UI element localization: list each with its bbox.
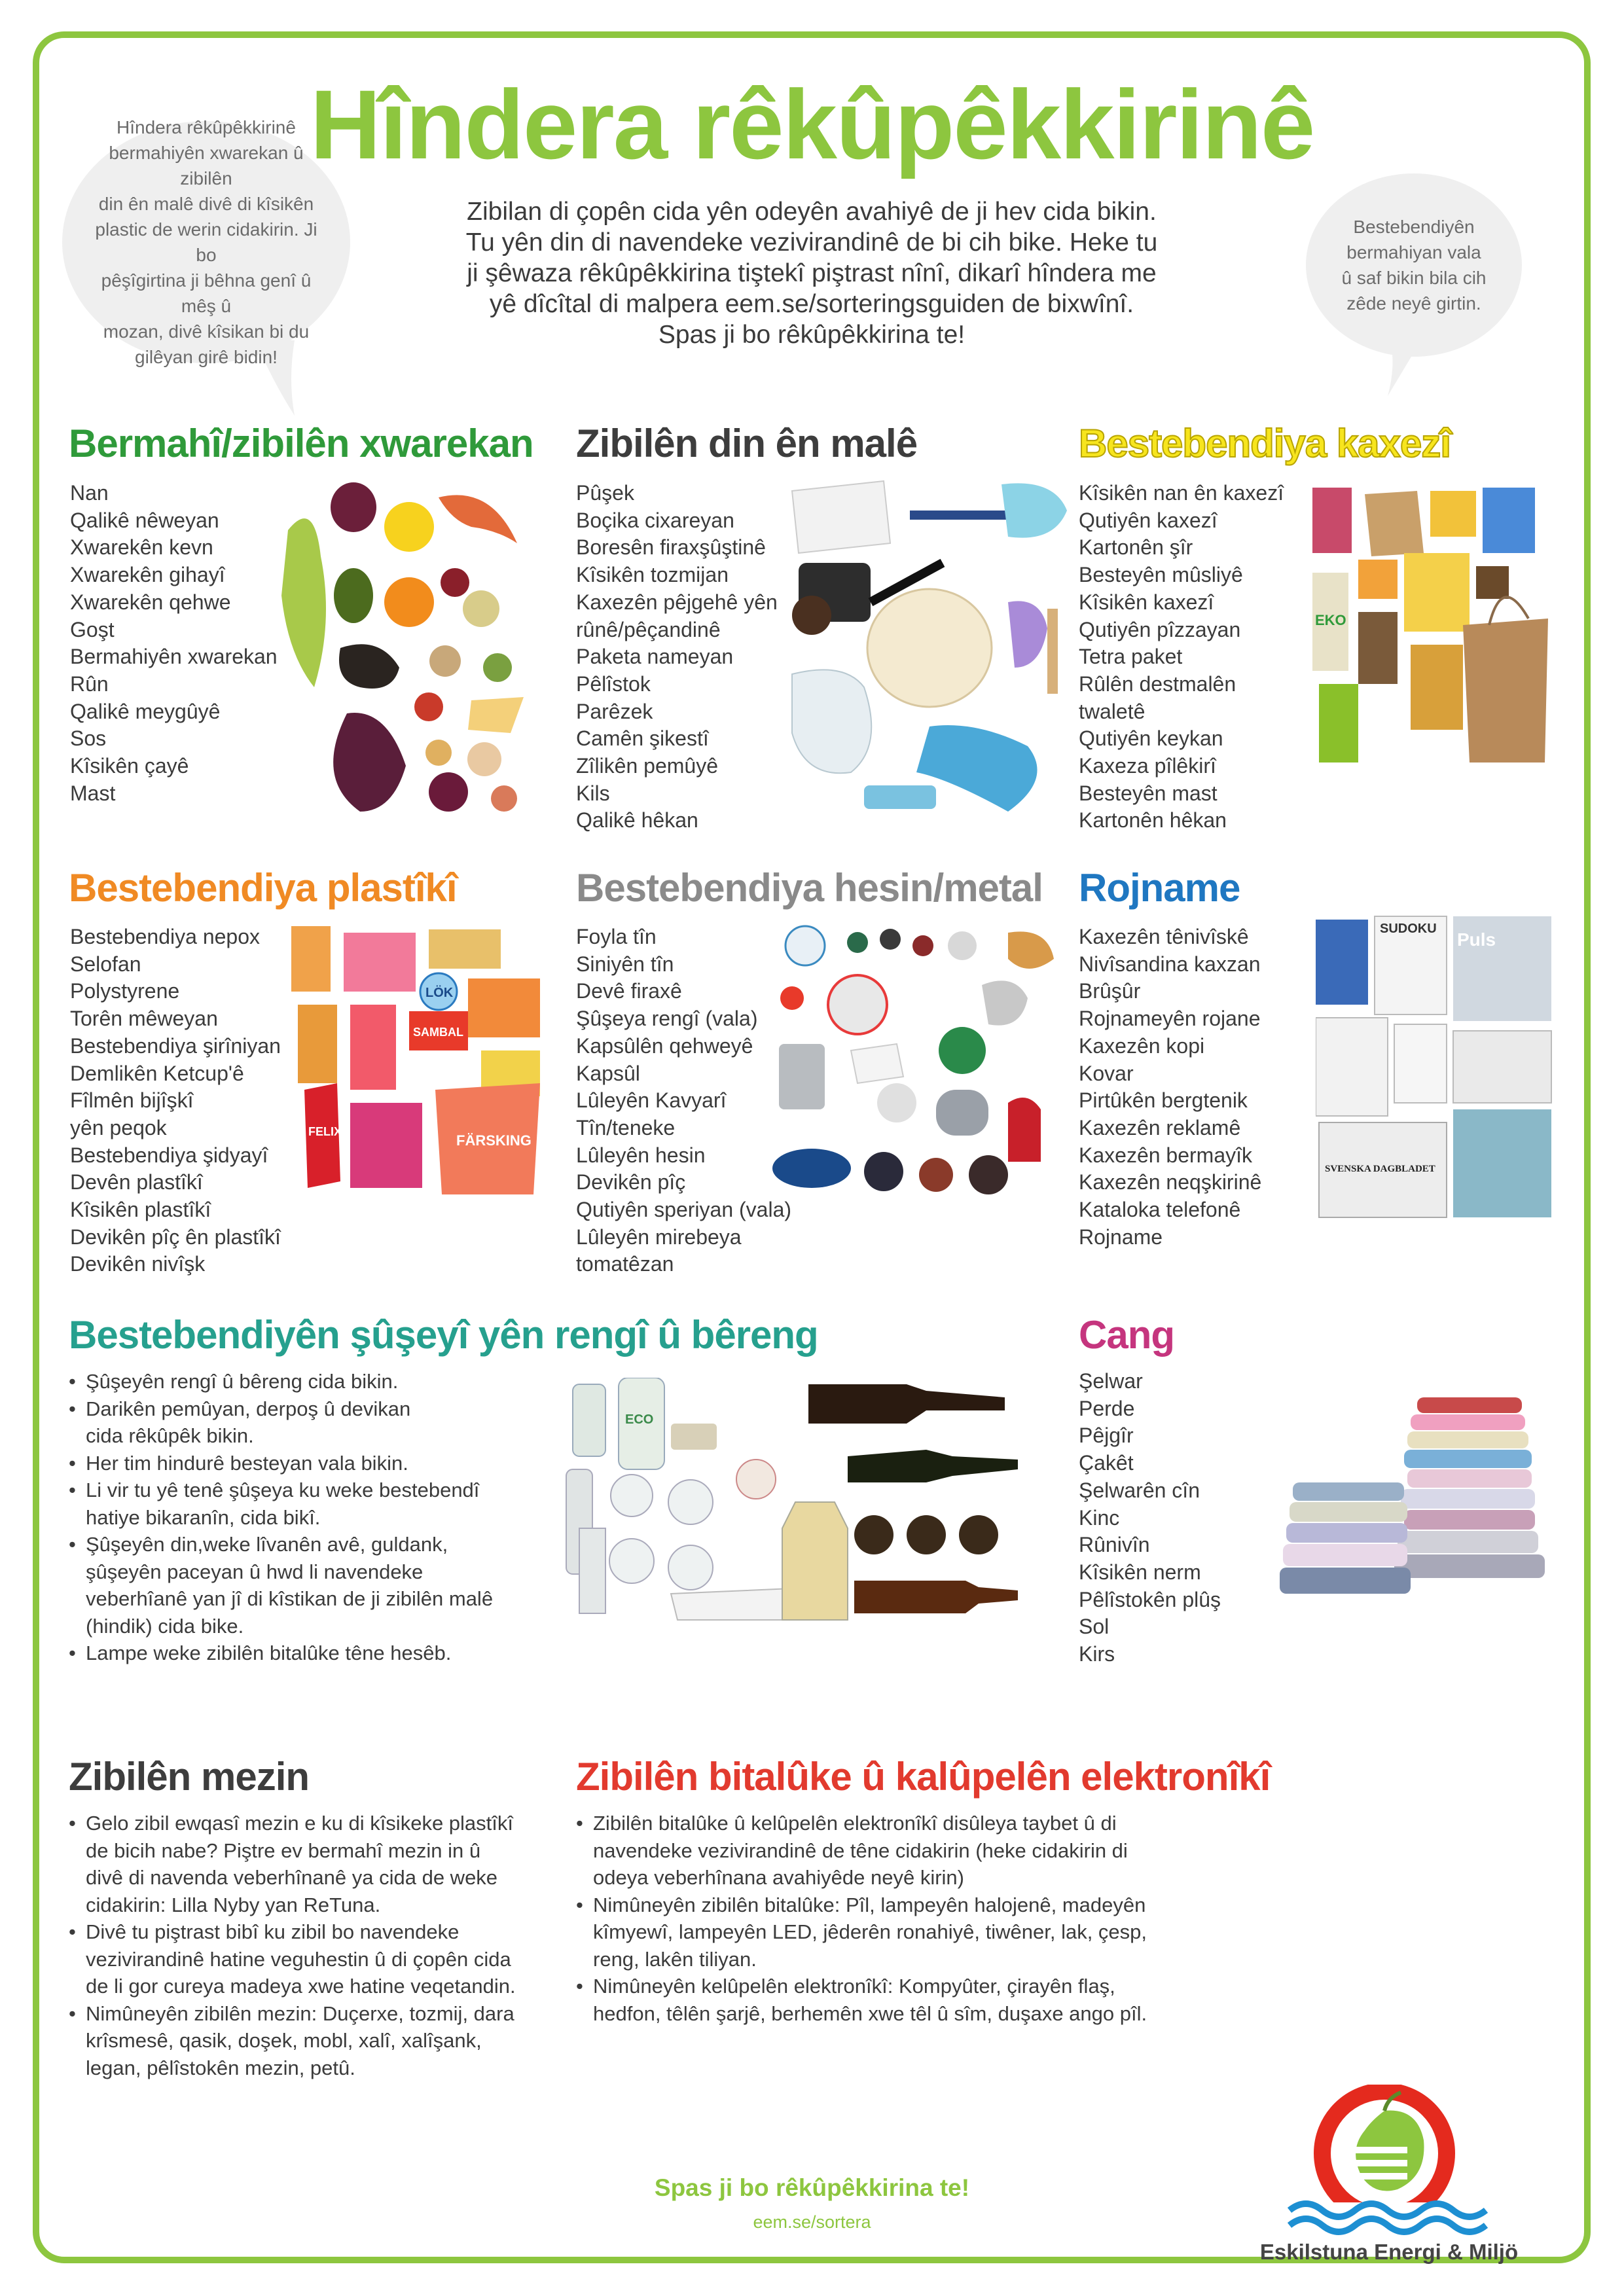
list-item: Rojname bbox=[1079, 1225, 1163, 1249]
list-item: Xwarekên gihayî bbox=[70, 563, 225, 587]
list-item: Kovar bbox=[1079, 1061, 1134, 1085]
list-item: Kîsikên kaxezî bbox=[1079, 590, 1214, 614]
list-item: Fîlmên bijîşkî bbox=[70, 1088, 194, 1113]
list-item: rûnê/pêçandinê bbox=[576, 617, 721, 641]
list-item: Bestebendiya nepox bbox=[70, 925, 260, 948]
list-item: Kataloka telefonê bbox=[1079, 1198, 1241, 1222]
list-item: Rojnameyên rojane bbox=[1079, 1007, 1261, 1031]
list-item: Kîsikên nan ên kaxezî bbox=[1079, 481, 1284, 505]
list-item: Kîsikên nerm bbox=[1079, 1560, 1201, 1584]
list-item: Tetra paket bbox=[1079, 645, 1183, 669]
plastic-ketchup-label: FELIX bbox=[308, 1125, 342, 1138]
list-item: Qutiyên pîzzayan bbox=[1079, 617, 1241, 641]
list-item: Qalikê hêkan bbox=[576, 808, 698, 833]
list-item: Qutiyên keykan bbox=[1079, 726, 1223, 751]
food-waste-title: Bermahî/zibilên xwarekan bbox=[69, 422, 533, 465]
sudoku-label: SUDOKU bbox=[1380, 922, 1437, 936]
list-item: Besteyên mast bbox=[1079, 781, 1218, 805]
paper-packaging-title: Bestebendiya kaxezî bbox=[1079, 422, 1451, 465]
list-item: Pirtûkên bergtenik bbox=[1079, 1088, 1248, 1113]
list-item: Kapsûl bbox=[576, 1061, 640, 1085]
footer-url[interactable]: eem.se/sortera bbox=[753, 2212, 871, 2232]
bullet-item: • Gelo zibil ewqasî mezin e ku di kîsikeke plastîkî de bicih nabe? Piştre ev bermahî mezin in û divê di navenda veberhînanê ya cida de weke cidakirin: Lilla Nyby yan ReTuna. bbox=[69, 1810, 566, 1918]
residual-waste-list bbox=[576, 480, 778, 834]
list-item: Torên mêweyan bbox=[70, 1007, 218, 1031]
company-name: Eskilstuna Energi & Miljö bbox=[1259, 2240, 1519, 2264]
list-item: Foyla tîn bbox=[576, 925, 657, 948]
list-item: Kartonên şîr bbox=[1079, 535, 1193, 560]
list-item: Pêjgîr bbox=[1079, 1424, 1134, 1448]
list-item: Goşt bbox=[70, 617, 115, 641]
list-item: Zîlikên pemûyê bbox=[576, 754, 718, 778]
list-item: Perde bbox=[1079, 1396, 1135, 1420]
plastic-packaging-photo bbox=[285, 920, 553, 1201]
newspapers-list bbox=[1079, 924, 1261, 1251]
list-item: Kaxezên pêjgehê yên bbox=[576, 590, 778, 614]
list-item: Pûşek bbox=[576, 481, 634, 505]
list-item: Şelwarên cîn bbox=[1079, 1478, 1200, 1502]
list-item: yên peqok bbox=[70, 1115, 167, 1139]
list-item: Bestebendiya şidyayî bbox=[70, 1143, 268, 1167]
glass-packaging-bullets bbox=[69, 1368, 566, 1667]
residual-waste-photo bbox=[779, 471, 1080, 844]
list-item: Rûnivîn bbox=[1079, 1533, 1150, 1557]
food-waste-photo bbox=[275, 471, 537, 825]
list-item: Lûleyên hesin bbox=[576, 1143, 706, 1167]
clothes-pile-photo bbox=[1280, 1384, 1555, 1607]
plastic-packaging-list bbox=[70, 924, 281, 1278]
list-item: Sos bbox=[70, 726, 107, 751]
plastic-sauce-label: SAMBAL bbox=[413, 1026, 463, 1039]
list-item: Boçika cixareyan bbox=[576, 508, 734, 532]
metal-packaging-photo bbox=[766, 920, 1067, 1208]
list-item: Devikên pîç ên plastîkî bbox=[70, 1225, 281, 1249]
list-item: Pêlîstok bbox=[576, 672, 651, 696]
bullet-item: • Şûşeyên din,weke lîvanên avê, guldank, şûşeyên paceyan û hwd li navendeke veberhîanê yan jî di kîstikan de ji zibilên malê (hindik) cida bike. bbox=[69, 1531, 566, 1640]
newspapers-title: Rojname bbox=[1079, 866, 1240, 910]
list-item: Nivîsandina kaxzan bbox=[1079, 952, 1261, 976]
hazardous-waste-bullets bbox=[576, 1810, 1218, 2027]
list-item: Qutiyên speriyan (vala) bbox=[576, 1198, 792, 1222]
tip-bubble-left: Hîndera rêkûpêkkirinê bermahiyên xwarekan û zibilên din ên malê divê di kîsikên plastic de werin cidakirin. Ji bo pêşîgirtina ji bêhna genî û mêş û mozan, divê kîsikan bi du gilêyan girê bidin! bbox=[62, 121, 350, 363]
list-item: Kîsikên plastîkî bbox=[70, 1198, 211, 1222]
list-item: Kaxezên tênivîskê bbox=[1079, 925, 1249, 948]
list-item: Demlikên Ketcup'ê bbox=[70, 1061, 244, 1085]
bullet-item: • Lampe weke zibilên bitalûke têne hesêb. bbox=[69, 1640, 566, 1667]
list-item: Kils bbox=[576, 781, 610, 805]
residual-waste-title: Zibilên din ên malê bbox=[576, 422, 918, 465]
glass-packaging-title: Bestebendiyên şûşeyî yên rengî û bêreng bbox=[69, 1313, 818, 1357]
list-item: Sol bbox=[1079, 1615, 1110, 1639]
metal-packaging-title: Bestebendiya hesin/metal bbox=[576, 866, 1043, 910]
list-item: Boresên firaxşûştinê bbox=[576, 535, 766, 560]
list-item: Kaxezên bermayîk bbox=[1079, 1143, 1253, 1167]
textiles-title: Cang bbox=[1079, 1313, 1174, 1357]
list-item: Rûn bbox=[70, 672, 109, 696]
tip-bubble-right: Bestebendiyên bermahiyan vala û saf bikin bila cih zêde neyê girtin. bbox=[1306, 173, 1522, 357]
list-item: twaletê bbox=[1079, 699, 1146, 723]
list-item: Lûleyên mirebeya bbox=[576, 1225, 742, 1249]
list-item: Selofan bbox=[70, 952, 141, 976]
list-item: Mast bbox=[70, 781, 116, 805]
list-item: Devikên pîç bbox=[576, 1170, 686, 1194]
metal-packaging-list bbox=[576, 924, 791, 1278]
list-item: Paketa nameyan bbox=[576, 645, 734, 669]
plastic-tag-label: LÖK bbox=[425, 986, 454, 1000]
plastic-packaging-title: Bestebendiya plastîkî bbox=[69, 866, 457, 910]
bulky-waste-bullets bbox=[69, 1810, 566, 2081]
list-item: Xwarekên kevn bbox=[70, 535, 213, 560]
list-item: Kaxezên reklamê bbox=[1079, 1115, 1241, 1139]
list-item: Kîsikên çayê bbox=[70, 754, 189, 778]
list-item: Nan bbox=[70, 481, 109, 505]
hazardous-waste-title: Zibilên bitalûke û kalûpelên elektronîkî bbox=[576, 1755, 1271, 1799]
paper-packaging-list bbox=[1079, 480, 1284, 834]
list-item: Kaxezên kopi bbox=[1079, 1033, 1205, 1058]
list-item: Parêzek bbox=[576, 699, 653, 723]
dagblad-label: SVENSKA DAGBLADET bbox=[1325, 1164, 1435, 1174]
list-item: Çakêt bbox=[1079, 1451, 1134, 1475]
list-item: Kaxeza pîlêkirî bbox=[1079, 754, 1216, 778]
list-item: Polystyrene bbox=[70, 979, 180, 1003]
bullet-item: • Her tim hindurê besteyan vala bikin. bbox=[69, 1450, 566, 1477]
bullet-item: • Divê tu piştrast bibî ku zibil bo navendeke vezivirandinê hatine veguhestin û di çopên cida de li gor cureya madeya xwe hatine veqetandin. bbox=[69, 1918, 566, 2000]
list-item: Tîn/teneke bbox=[576, 1115, 676, 1139]
list-item: Devên plastîkî bbox=[70, 1170, 203, 1194]
glass-bottles-photo bbox=[560, 1378, 1031, 1626]
list-item: Şelwar bbox=[1079, 1369, 1143, 1393]
list-item: Qutiyên kaxezî bbox=[1079, 508, 1218, 532]
textiles-list bbox=[1079, 1368, 1221, 1668]
paper-packaging-photo bbox=[1306, 481, 1555, 769]
paper-juice-label: EKO bbox=[1315, 612, 1346, 628]
list-item: Kinc bbox=[1079, 1505, 1120, 1530]
list-item: Kirs bbox=[1079, 1642, 1115, 1666]
list-item: Pêlîstokên plûş bbox=[1079, 1587, 1221, 1611]
list-item: Camên şikestî bbox=[576, 726, 709, 751]
list-item: Kîsikên tozmijan bbox=[576, 563, 729, 587]
footer-thanks: Spas ji bo rêkûpêkkirina te! bbox=[654, 2174, 970, 2201]
bullet-item: • Li vir tu yê tenê şûşeya ku weke bestebendî hatiye bikaranîn, cida bikî. bbox=[69, 1477, 566, 1531]
page-title: Hîndera rêkûpêkkirinê bbox=[310, 69, 1314, 179]
list-item: tomatêzan bbox=[576, 1252, 674, 1276]
list-item: Siniyên tîn bbox=[576, 952, 674, 976]
list-item: Qalikê meygûyê bbox=[70, 699, 221, 723]
list-item: Qalikê nêweyan bbox=[70, 508, 219, 532]
list-item: Kartonên hêkan bbox=[1079, 808, 1227, 833]
plastic-bag-label: FÄRSKING bbox=[456, 1132, 532, 1149]
puls-label: Puls bbox=[1457, 929, 1496, 950]
list-item: Bermahiyên xwarekan bbox=[70, 645, 278, 669]
list-item: Şûşeya rengî (vala) bbox=[576, 1007, 758, 1031]
list-item: Bestebendiya şirîniyan bbox=[70, 1033, 281, 1058]
list-item: Brûşûr bbox=[1079, 979, 1141, 1003]
newspapers-photo bbox=[1316, 913, 1558, 1221]
bullet-item: • Nimûneyên zibilên mezin: Duçerxe, tozmij, dara krîsmesê, qasik, doşek, mobl, xalî, xalîşank, legan, pêlîstokên mezin, petû. bbox=[69, 2000, 566, 2082]
list-item: Lûleyên Kavyarî bbox=[576, 1088, 727, 1113]
food-waste-list bbox=[70, 480, 278, 807]
list-item: Kapsûlên qehweyê bbox=[576, 1033, 753, 1058]
glass-bottle-label: ECO bbox=[625, 1412, 654, 1427]
bulky-waste-title: Zibilên mezin bbox=[69, 1755, 310, 1799]
bullet-item: • Nimûneyên zibilên bitalûke: Pîl, lampeyên halojenê, madeyên kîmyewî, lampeyên LED, jêderên ronahiyê, tiwêner, lak, çesp, reng, lakên tiliyan. bbox=[576, 1892, 1218, 1973]
bullet-item: • Şûşeyên rengî û bêreng cida bikin. bbox=[69, 1368, 566, 1395]
list-item: Kaxezên neqşkirinê bbox=[1079, 1170, 1262, 1194]
list-item: Devikên nivîşk bbox=[70, 1252, 206, 1276]
list-item: Devê firaxê bbox=[576, 979, 682, 1003]
bullet-item: • Darikên pemûyan, derpoş û devikan cida rêkûpêk bikin. bbox=[69, 1395, 566, 1450]
bullet-item: • Nimûneyên kelûpelên elektronîkî: Kompyûter, çirayên flaş, hedfon, têlên şarjê, berhemên xwe têl û sîm, duşaxe ango pîl. bbox=[576, 1973, 1218, 2027]
intro-text: Zibilan di çopên cida yên odeyên avahiyê de ji hev cida bikin. Tu yên din di navendeke vezivirandinê de bi cih bike. Heke tu ji şêwaza rêkûpêkkirina tiştekî piştrast nînî, dikarî hîndera me yê dîcîtal di malpera eem.se/sorteringsguiden de bixwînî. Spas ji bo rêkûpêkkirina te! bbox=[465, 198, 1158, 349]
list-item: Rûlên destmalên bbox=[1079, 672, 1236, 696]
list-item: Xwarekên qehwe bbox=[70, 590, 231, 614]
bullet-item: • Zibilên bitalûke û kelûpelên elektronîkî disûleya taybet û di navendeke vezivirandinê de têne cidakirin (heke cidakirin di odeya veberhînana avahiyêde neyê kirin) bbox=[576, 1810, 1218, 1892]
list-item: Besteyên mûsliyê bbox=[1079, 563, 1243, 587]
company-logo bbox=[1276, 2085, 1492, 2235]
